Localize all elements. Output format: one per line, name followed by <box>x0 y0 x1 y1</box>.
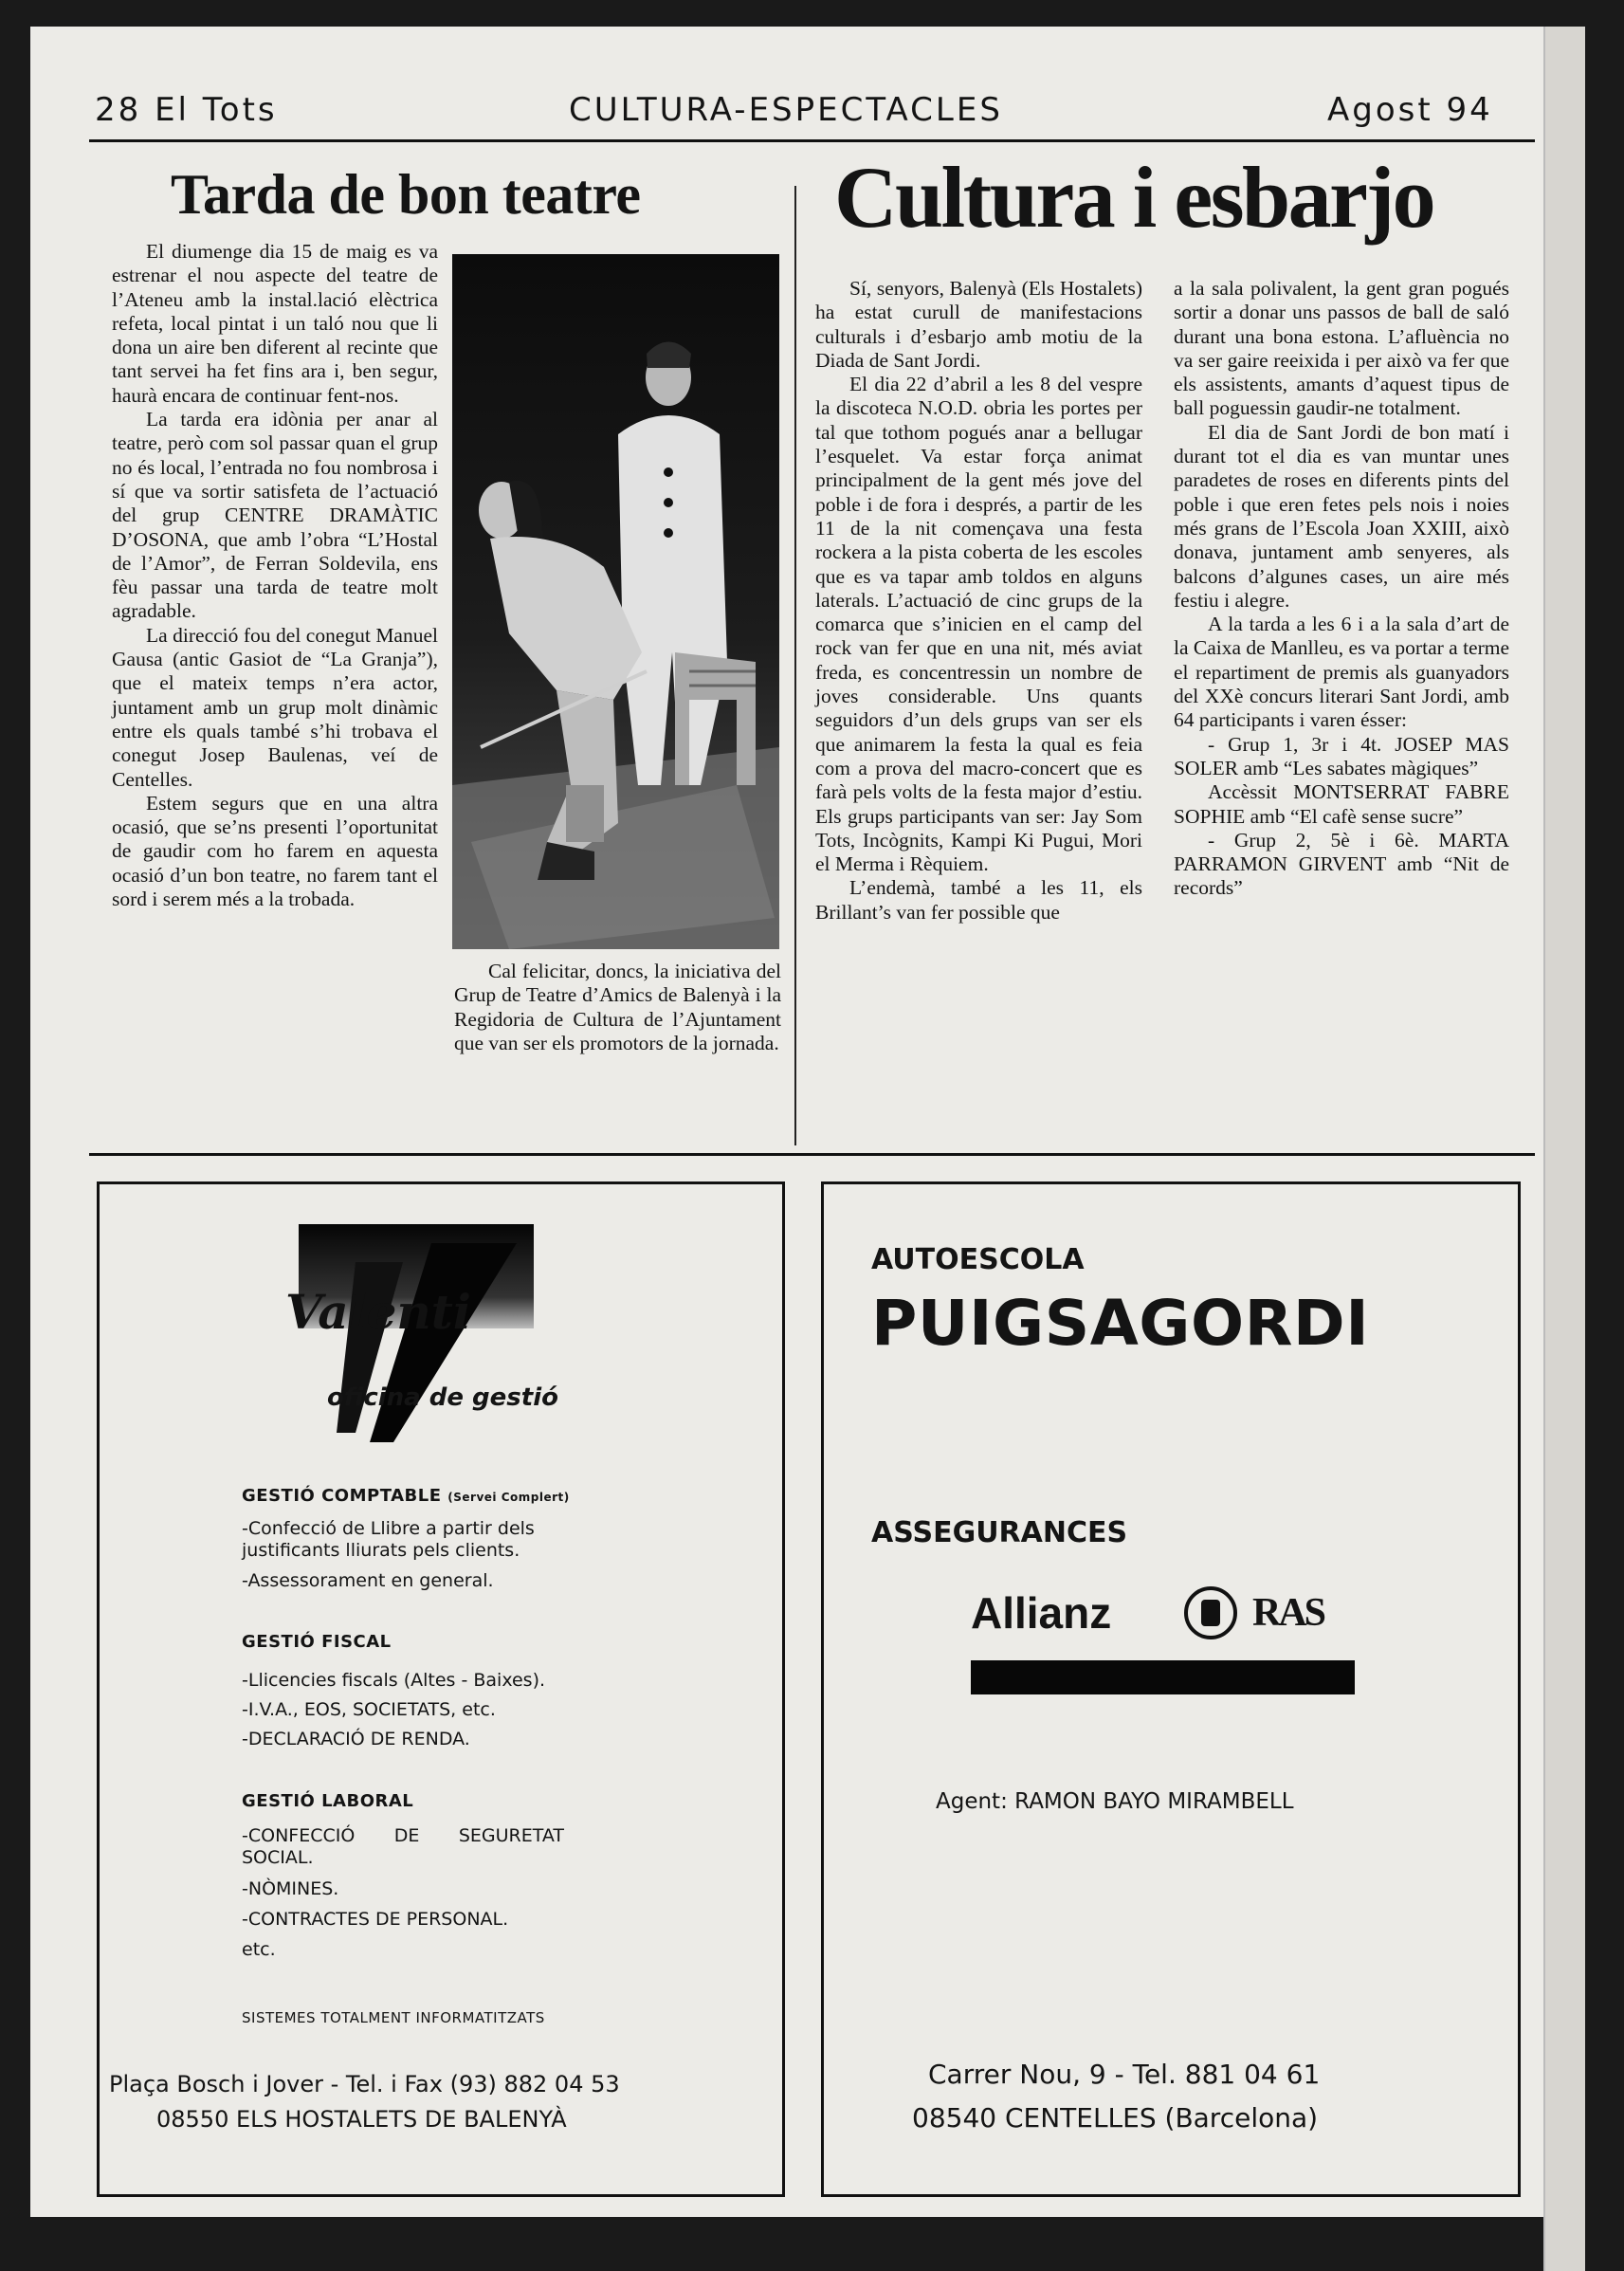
ras-brand: RAS <box>1252 1591 1324 1635</box>
header-rule <box>89 139 1535 142</box>
section-header: CULTURA-ESPECTACLES <box>569 91 1003 129</box>
page-number-header: 28 El Tots <box>95 91 278 129</box>
redaction-bar <box>971 1660 1355 1694</box>
paragraph: El dia 22 d’abril a les 8 del vespre la discoteca N.O.D. obria les portes per tal que tothom pogués anar a bellugar l’esquelet. Va estar força animat principalment de la gent més jove del poble i de fora i després, a partir de les 11 de la nit començava una festa rockera a la pista coberta de les escoles que es va tapar amb toldos en alguns laterals. L’actuació de cinc grups de la comarca que s’inicien en el camp del rock van fer que en una nit, més aviat freda, es concentressin un nombre de joves considerable. Uns quants seguidors d’un dels grups van ser els que animarem la festa la qual es feia com a prova del macro-concert que es farà pels volts de la festa major d’estiu. Els grups participants van ser: Jay Som Tots, Incògnits, Kampi Ki Pugui, Mori el Merma i Rèquiem. <box>815 373 1142 876</box>
column-divider <box>794 186 796 1145</box>
allianz-brand: Allianz <box>971 1588 1112 1638</box>
service-item: -I.V.A., EOS, SOCIETATS, etc. <box>242 1699 496 1720</box>
valenti-logo-text: Valenti <box>285 1284 471 1340</box>
section-title-fiscal: GESTIÓ FISCAL <box>242 1632 392 1652</box>
caption-text: Cal felicitar, doncs, la iniciativa del Grup de Teatre d’Amics de Balenyà i la Regidoria de Cultura de l’Ajuntament que van ser els promotors de la jornada. <box>454 960 781 1054</box>
paragraph: La direcció fou del conegut Manuel Gausa (antic Gasiot de “La Granja”), que el mateix temps n’era actor, juntament amb un grup molt dinàmic entre els quals també s’hi trobava el conegut Josep Baulenas, veí de Centelles. <box>112 623 438 791</box>
ad-valenti <box>97 1181 785 2197</box>
paragraph: - Grup 1, 3r i 4t. JOSEP MAS SOLER amb “Les sabates màgiques” <box>1174 732 1509 779</box>
paragraph: Accèssit MONTSERRAT FABRE SOPHIE amb “El cafè sense sucre” <box>1174 780 1509 828</box>
paragraph: Estem segurs que en una altra ocasió, que se’ns presenti l’oportunitat de gaudir com ho farem en aquesta ocasió d’un bon teatre, no farem tant el sord i serem més a la trobada. <box>112 791 438 911</box>
allianz-eagle-icon <box>1184 1586 1237 1639</box>
service-item: -DECLARACIÓ DE RENDA. <box>242 1729 470 1749</box>
paragraph: El dia de Sant Jordi de bon matí i durant tot el dia es van muntar unes paradetes de roses en diferents pints del poble i que eren fetes pels nois i noies més grans de l’Escola Joan XXIII, això donava, juntament amb senyeres, als balcons d’algunes cases, un aire més festiu i alegre. <box>1174 420 1509 612</box>
article-body-theatre <box>112 240 438 911</box>
section-rule <box>89 1153 1535 1156</box>
service-item: -NÒMINES. <box>242 1878 339 1899</box>
valenti-address-line1: Plaça Bosch i Jover - Tel. i Fax (93) 882 04 53 <box>109 2071 620 2097</box>
service-item: -CONFECCIÓ DE SEGURETAT SOCIAL. <box>242 1825 564 1868</box>
article-body-culture-col2 <box>1174 277 1509 901</box>
assegurances-label: ASSEGURANCES <box>871 1516 1128 1549</box>
valenti-logo-subtitle: oficina de gestió <box>327 1383 558 1412</box>
puigsagordi-address-line1: Carrer Nou, 9 - Tel. 881 04 61 <box>928 2059 1321 2090</box>
service-item: -Assessorament en general. <box>242 1570 494 1591</box>
paragraph: a la sala polivalent, la gent gran pogués sortir a donar uns passos de ball de saló durant una bona estona. L’afluència no va ser gaire reeixida i per això va fer que els assistents, amants d’aquest tipus de ball poguessin gaudir-ne totalment. <box>1174 277 1509 420</box>
autoescola-label: AUTOESCOLA <box>871 1243 1085 1276</box>
article-title-culture: Cultura i esbarjo <box>834 149 1434 246</box>
newspaper-page <box>30 27 1585 2217</box>
paragraph: - Grup 2, 5è i 6è. MARTA PARRAMON GIRVENT amb “Nit de records” <box>1174 828 1509 900</box>
service-item: -Llicencies fiscals (Altes - Baixes). <box>242 1670 546 1691</box>
valenti-address-line2: 08550 ELS HOSTALETS DE BALENYÀ <box>156 2106 567 2133</box>
puigsagordi-name: PUIGSAGORDI <box>871 1287 1370 1360</box>
paragraph: A la tarda a les 6 i a la sala d’art de la Caixa de Manlleu, es va portar a terme el repartiment de premis als guanyadors del XXè concurs literari Sant Jordi, amb 64 participants i varen ésser: <box>1174 613 1510 732</box>
footer-note: SISTEMES TOTALMENT INFORMATITZATS <box>242 2009 545 2026</box>
service-item: -CONTRACTES DE PERSONAL. <box>242 1909 509 1930</box>
date-header: Agost 94 <box>1327 91 1493 129</box>
theatre-photo-image <box>452 254 779 949</box>
section-title-comptable: GESTIÓ COMPTABLE (Servei Complert) <box>242 1486 570 1506</box>
paragraph: Sí, senyors, Balenyà (Els Hostalets) ha estat curull de manifestacions culturals i d’esbarjo amb motiu de la Diada de Sant Jordi. <box>815 277 1142 372</box>
article-title-theatre: Tarda de bon teatre <box>171 163 641 226</box>
article-body-culture-col1 <box>815 277 1142 925</box>
paragraph: La tarda era idònia per anar al teatre, però com sol passar quan el grup no és local, l’entrada no fou nombrosa i sí que va sortir satisfeta de l’actuació del grup CENTRE DRAMÀTIC D’OSONA, que amb l’obra “L’Hostal de l’Amor”, de Ferran Soldevila, ens fèu passar una tarda de teatre molt agradable. <box>112 408 438 623</box>
section-title-laboral: GESTIÓ LABORAL <box>242 1791 414 1811</box>
theatre-photo <box>452 254 779 949</box>
photo-caption <box>454 960 781 1055</box>
service-item: etc. <box>242 1939 276 1960</box>
service-item: -Confecció de Llibre a partir dels justificants lliurats pels clients. <box>242 1518 535 1561</box>
puigsagordi-address-line2: 08540 CENTELLES (Barcelona) <box>912 2102 1319 2134</box>
ad-puigsagordi <box>821 1181 1521 2197</box>
paragraph: El diumenge dia 15 de maig es va estrenar el nou aspecte del teatre de l’Ateneu amb la instal.lació elèctrica refeta, local pintat i un taló nou que li dona un aire ben diferent al recinte que tant servei ha fet fins ara i, ben segur, haurà encara de continuar fent-nos. <box>112 240 438 407</box>
page-spine <box>1543 27 1585 2271</box>
agent-name: Agent: RAMON BAYO MIRAMBELL <box>936 1789 1294 1814</box>
paragraph: L’endemà, també a les 11, els Brillant’s van fer possible que <box>815 876 1142 924</box>
